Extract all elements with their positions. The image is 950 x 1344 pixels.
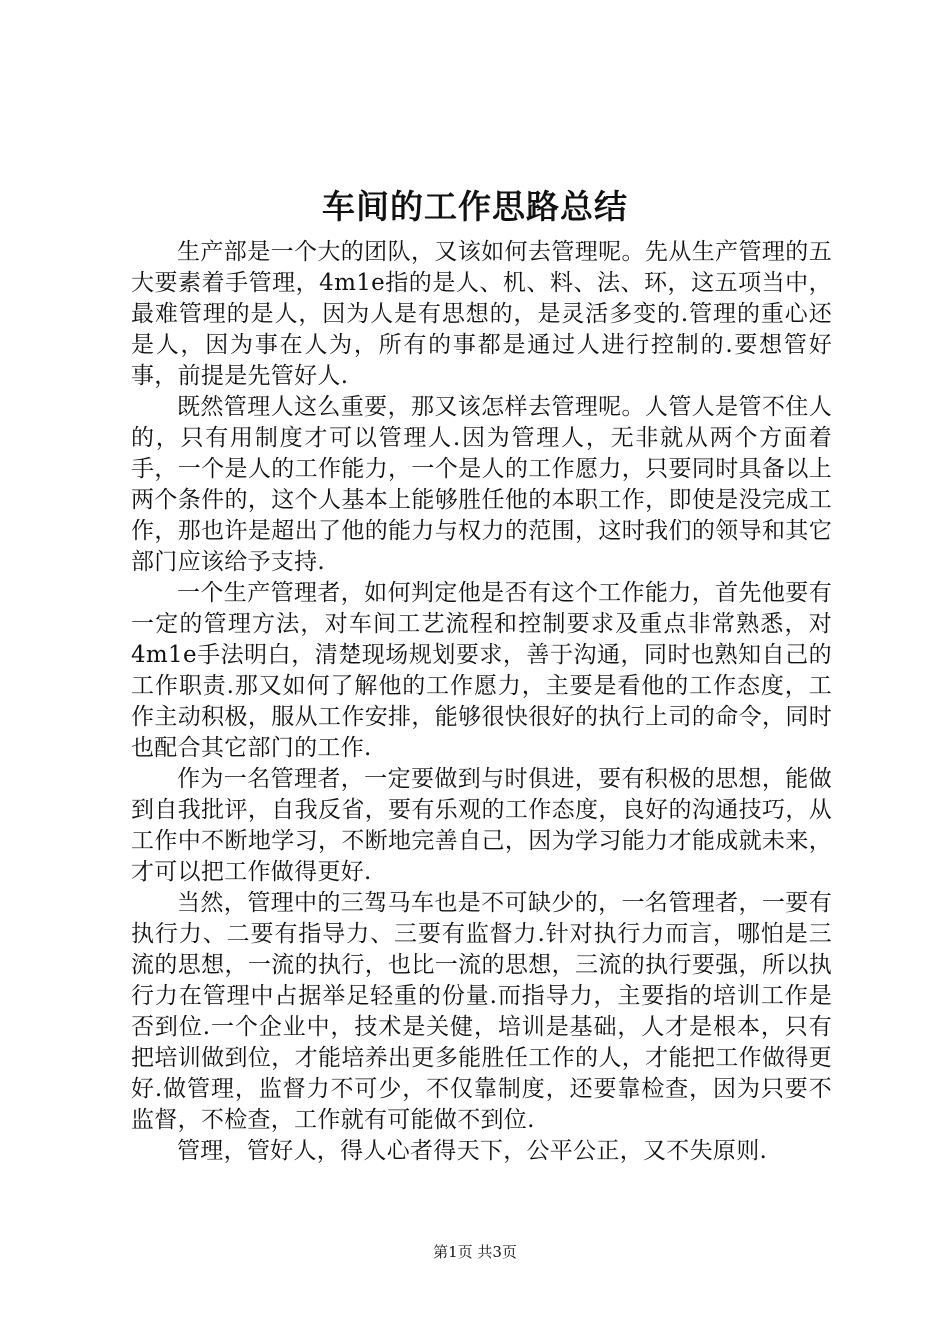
paragraph-1: 生产部是一个大的团队，又该如何去管理呢。先从生产管理的五大要素着手管理，4m1e指的是人、机、料、法、环，这五项当中，最难管理的是人，因为人是有思想的，是灵活多变的.管理的重心还是人，因为事在人为，所有的事都是通过人进行控制的.要想管好事，前提是先管好人. [131, 239, 832, 389]
document-title: 车间的工作思路总结 [322, 187, 628, 226]
paragraph-5: 当然，管理中的三驾马车也是不可缺少的，一名管理者，一要有执行力、二要有指导力、三要有监督力.针对执行力而言，哪怕是三流的思想，一流的执行，也比一流的思想，三流的执行要强，所以执行力在管理中占据举足轻重的份量.而指导力，主要指的培训工作是否到位.一个企业中，技术是关健，培训是基础，人才是根本，只有把培训做到位，才能培养出更多能胜任工作的人，才能把工作做得更好.做管理，监督力不可少，不仅靠制度，还要靠检查，因为只要不监督，不检查，工作就有可能做不到位. [131, 890, 832, 1133]
page-number-footer: 第1页 共3页 [433, 1243, 517, 1261]
paragraph-3: 一个生产管理者，如何判定他是否有这个工作能力，首先他要有一定的管理方法，对车间工艺流程和控制要求及重点非常熟悉，对4m1e手法明白，清楚现场规划要求，善于沟通，同时也熟知自己的工作职责.那又如何了解他的工作愿力，主要是看他的工作态度，工作主动积极，服从工作安排，能够很快很好的执行上司的命令，同时也配合其它部门的工作. [131, 580, 832, 761]
paragraph-4: 作为一名管理者，一定要做到与时俱进，要有积极的思想，能做到自我批评，自我反省，要有乐观的工作态度，良好的沟通技巧，从工作中不断地学习，不断地完善自己，因为学习能力才能成就未来，才可以把工作做得更好. [131, 766, 832, 885]
paragraph-2: 既然管理人这么重要，那又该怎样去管理呢。人管人是管不住人的，只有用制度才可以管理人.因为管理人，无非就从两个方面着手，一个是人的工作能力，一个是人的工作愿力，只要同时具备以上两个条件的，这个人基本上能够胜任他的本职工作，即使是没完成工作，那也许是超出了他的能力与权力的范围，这时我们的领导和其它部门应该给予支持. [131, 394, 832, 575]
document-body [131, 237, 832, 1167]
paragraph-6: 管理，管好人，得人心者得天下，公平公正，又不失原则. [177, 1138, 768, 1164]
